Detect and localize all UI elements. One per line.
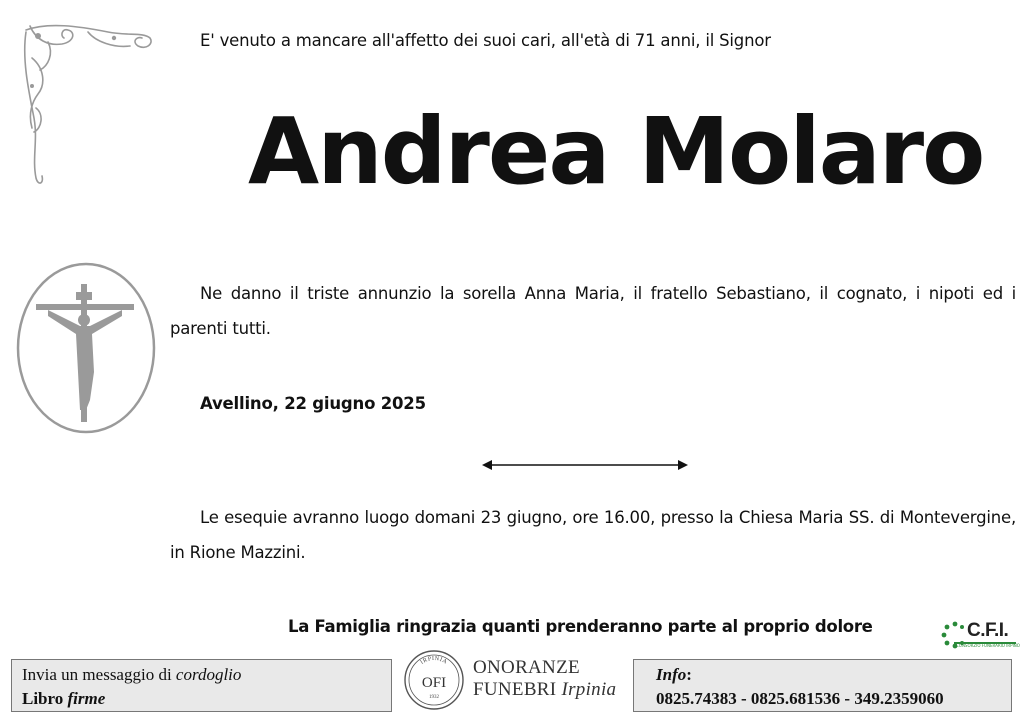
agency-name	[473, 657, 616, 701]
thanks-text: La Famiglia ringrazia quanti prenderanno parte al proprio dolore	[288, 617, 873, 636]
info-line	[656, 663, 989, 687]
intro-text: E' venuto a mancare all'affetto dei suoi cari, all'età di 71 anni, il Signor	[200, 31, 771, 50]
guestbook-emph: firme	[67, 689, 106, 708]
agency-line2-emph: Irpinia	[561, 679, 617, 700]
agency-line1: ONORANZE	[473, 657, 580, 678]
info-box	[633, 659, 1012, 712]
crucifix-icon	[14, 260, 158, 436]
condolence-prefix: Invia un messaggio di	[22, 665, 176, 684]
place-date: Avellino, 22 giugno 2025	[200, 394, 426, 413]
funeral-text: Le esequie avranno luogo domani 23 giugno, ore 16.00, presso la Chiesa Maria SS. di Montevergine, in Rione Mazzini.	[170, 508, 1016, 562]
announcement-text: Ne danno il triste annunzio la sorella Anna Maria, il fratello Sebastiano, il cognato, i nipoti ed i parenti tutti.	[170, 284, 1016, 338]
cfi-logo-icon	[940, 616, 1018, 654]
condolence-box[interactable]	[11, 659, 392, 712]
info-label: Info	[656, 665, 687, 684]
deceased-name: Andrea Molaro	[248, 98, 984, 205]
guestbook-prefix: Libro	[22, 689, 68, 708]
cfi-label: C.F.I.	[967, 620, 1009, 641]
condolence-emph: cordoglio	[175, 665, 242, 684]
agency-seal-icon	[402, 648, 466, 712]
cfi-subtitle: CONSORZIO FUNERARIO IRPINO	[956, 643, 1020, 648]
info-colon: :	[686, 665, 692, 684]
logo-top-text: IRPINIA	[419, 655, 449, 666]
phone-numbers[interactable]: 0825.74383 - 0825.681536 - 349.2359060	[656, 689, 944, 708]
logo-year: 1932	[429, 695, 439, 700]
corner-flourish-icon	[18, 18, 158, 188]
logo-monogram: OFI	[421, 675, 447, 691]
agency-line2-prefix: FUNEBRI	[473, 679, 562, 700]
agency-line2	[473, 679, 616, 701]
double-arrow-icon	[480, 457, 690, 473]
condolence-link[interactable]	[22, 663, 381, 687]
guestbook-link[interactable]	[22, 687, 381, 711]
